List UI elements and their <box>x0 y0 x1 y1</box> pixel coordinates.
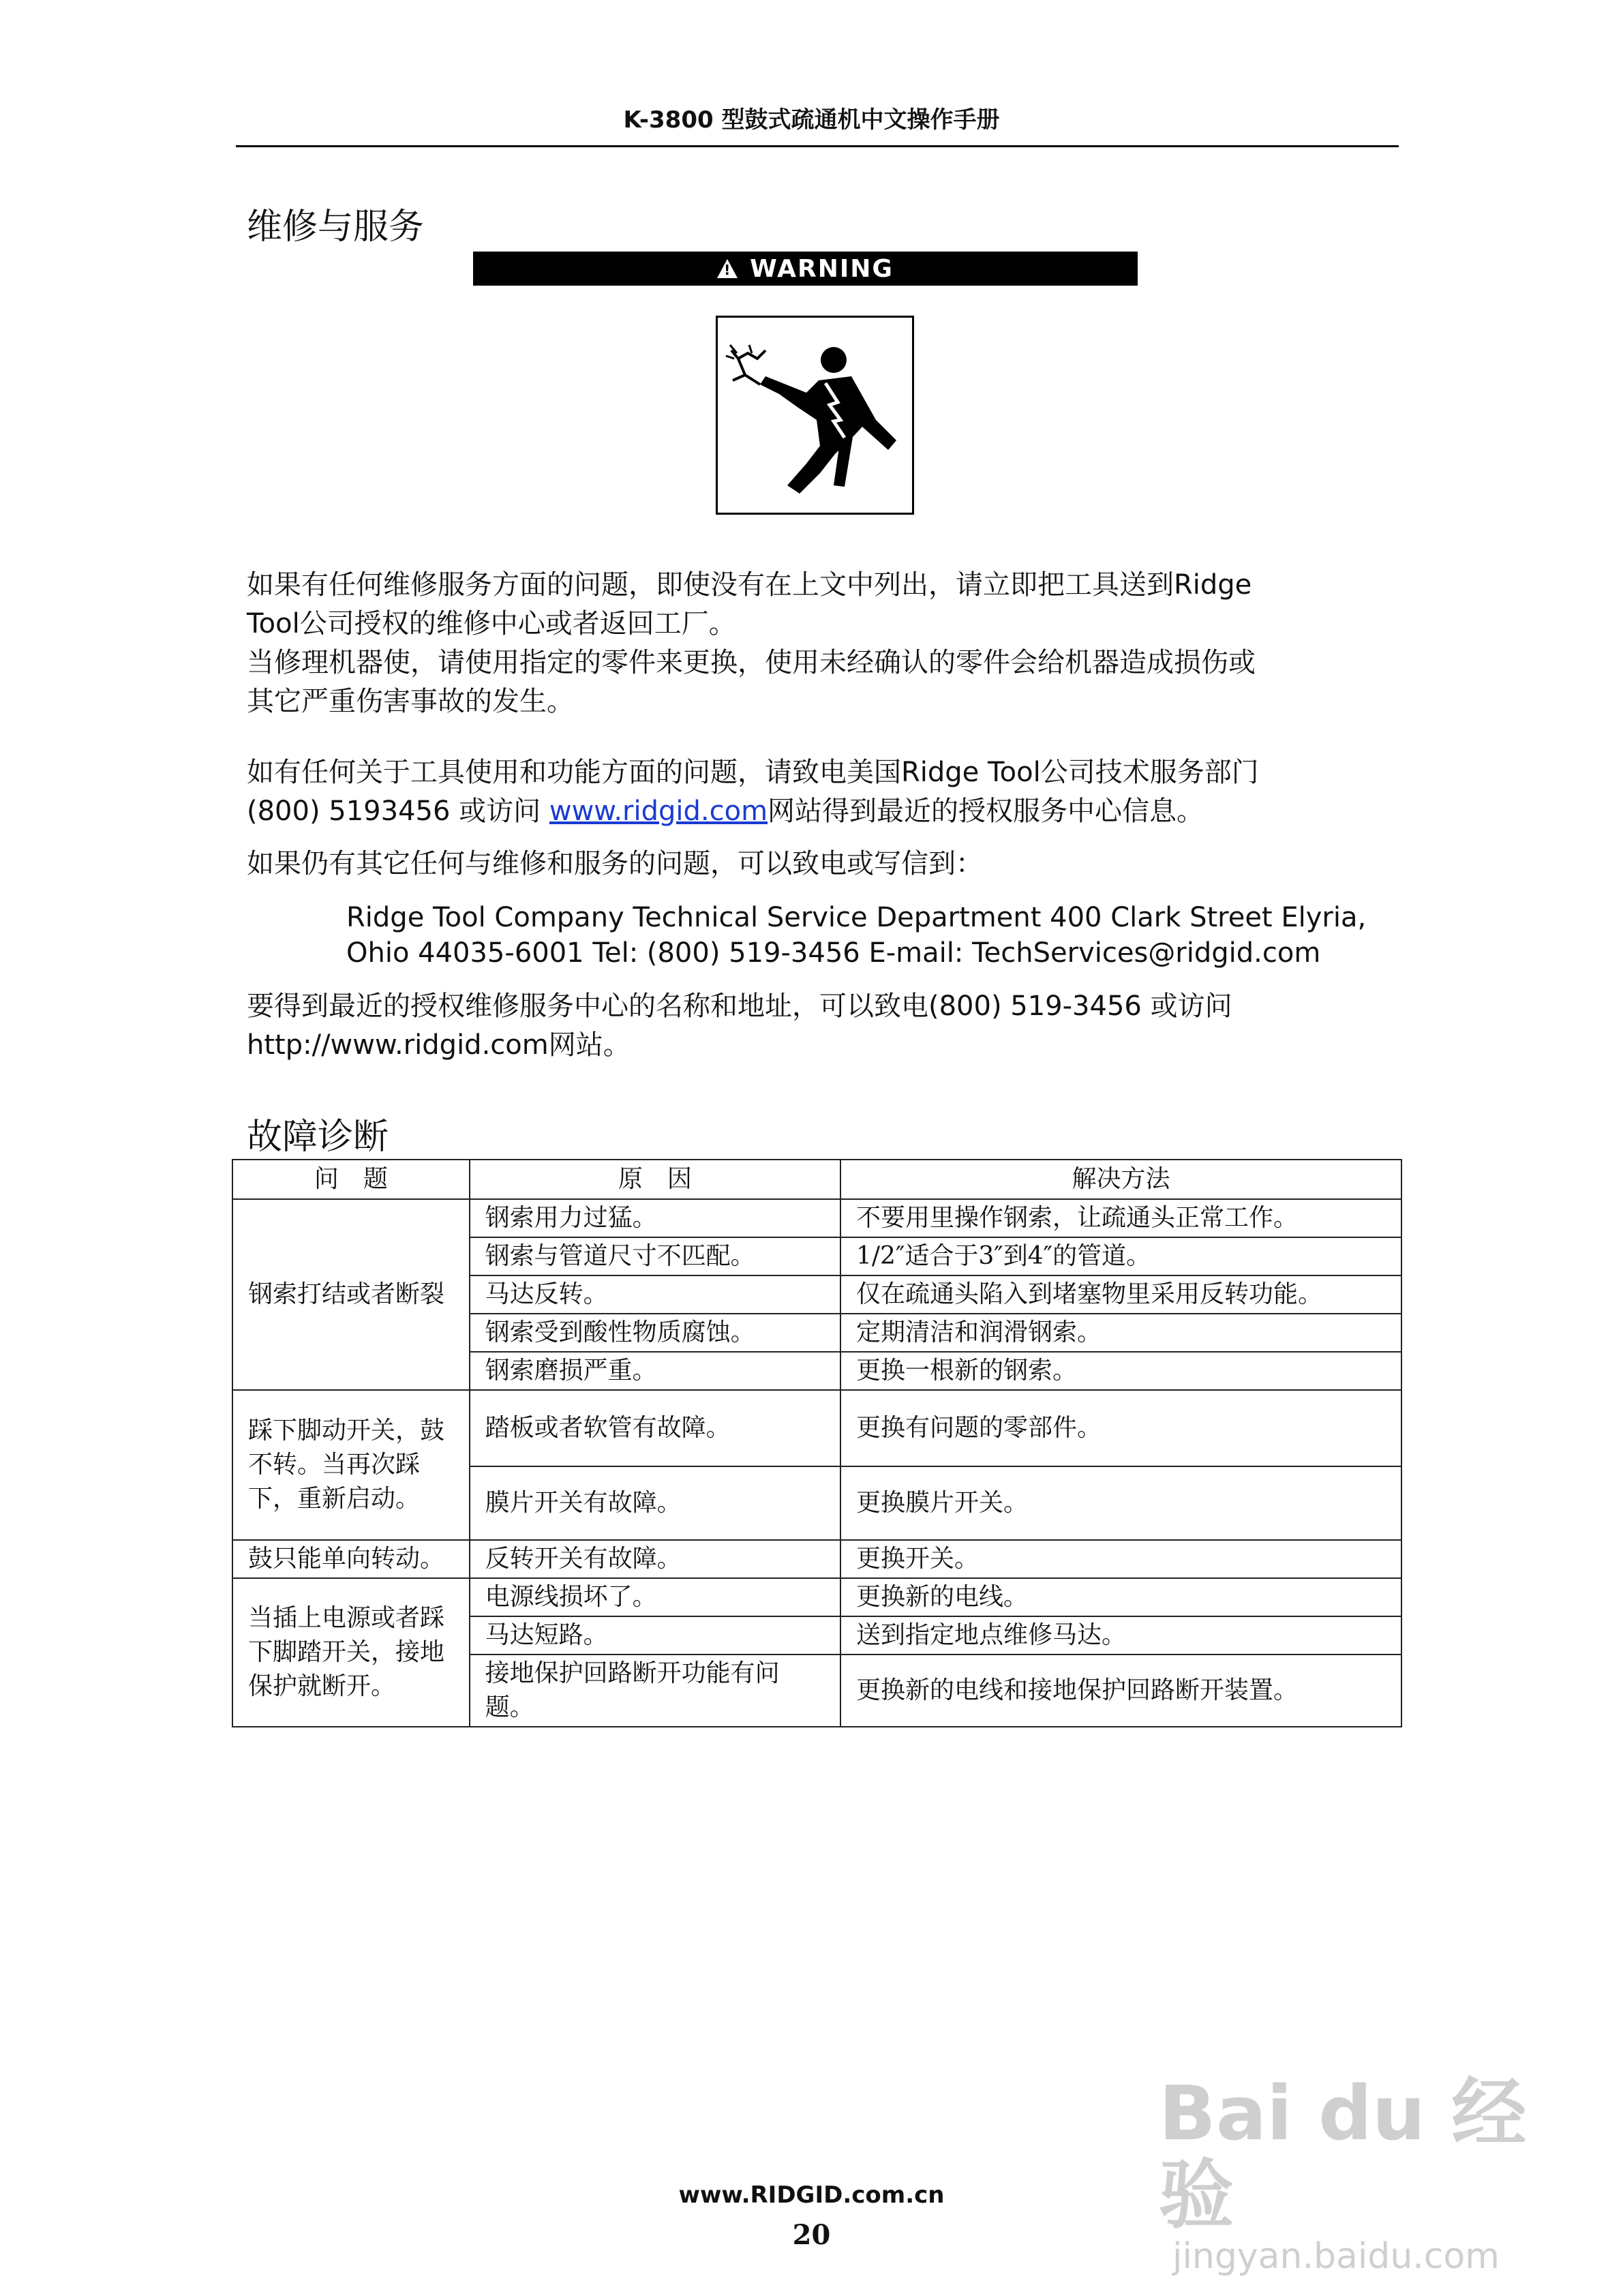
cause-cell: 马达短路。 <box>470 1616 840 1655</box>
table-row <box>232 1390 1401 1466</box>
solution-cell: 更换一根新的钢索。 <box>840 1352 1401 1390</box>
problem-cell: 当插上电源或者踩下脚踏开关，接地保护就断开。 <box>232 1578 470 1727</box>
watermark-url: jingyan.baidu.com <box>1172 2236 1500 2277</box>
solution-cell: 更换新的电线和接地保护回路断开装置。 <box>840 1655 1401 1727</box>
paragraph-line: http://www.ridgid.com网站。 <box>247 1029 631 1061</box>
column-header-cause: 原 因 <box>470 1160 840 1199</box>
warning-label: WARNING <box>750 254 894 283</box>
solution-cell: 仅在疏通头陷入到堵塞物里采用反转功能。 <box>840 1275 1401 1314</box>
table-row <box>232 1540 1401 1578</box>
address-block <box>346 900 1366 971</box>
cause-cell: 钢索受到酸性物质腐蚀。 <box>470 1314 840 1352</box>
cause-cell: 膜片开关有故障。 <box>470 1466 840 1540</box>
cause-cell: 钢索磨损严重。 <box>470 1352 840 1390</box>
ridgid-website-link[interactable]: www.ridgid.com <box>549 796 768 827</box>
solution-cell: 更换开关。 <box>840 1540 1401 1578</box>
paragraph-line: 如果有任何维修服务方面的问题，即使没有在上文中列出，请立即把工具送到Ridge <box>247 569 1252 601</box>
column-header-solution: 解决方法 <box>840 1160 1401 1199</box>
cause-cell: 反转开关有故障。 <box>470 1540 840 1578</box>
warning-triangle-icon <box>717 259 738 278</box>
paragraph-service-2 <box>247 753 1259 883</box>
warning-banner <box>473 252 1138 286</box>
problem-cell: 鼓只能单向转动。 <box>232 1540 470 1578</box>
page-number: 20 <box>792 2219 831 2251</box>
cause-cell: 接地保护回路断开功能有问题。 <box>470 1655 840 1727</box>
solution-cell: 更换有问题的零部件。 <box>840 1390 1401 1466</box>
paragraph-line <box>247 792 1259 831</box>
cause-cell: 钢索与管道尺寸不匹配。 <box>470 1237 840 1275</box>
paragraph-text: 网站得到最近的授权服务中心信息。 <box>768 796 1204 827</box>
troubleshooting-table <box>232 1159 1402 1727</box>
cause-cell: 踏板或者软管有故障。 <box>470 1390 840 1466</box>
solution-cell: 1/2″适合于3″到4″的管道。 <box>840 1237 1401 1275</box>
paragraph-line: Tool公司授权的维修中心或者返回工厂。 <box>247 608 736 639</box>
table-row <box>232 1578 1401 1616</box>
address-line: Ridge Tool Company Technical Service Department 400 Clark Street Elyria, <box>346 902 1367 933</box>
footer-url: www.RIDGID.com.cn <box>678 2181 945 2209</box>
cause-cell: 马达反转。 <box>470 1275 840 1314</box>
paragraph-line: 如有任何关于工具使用和功能方面的问题，请致电美国Ridge Tool公司技术服务部门 <box>247 757 1259 788</box>
problem-cell: 钢索打结或者断裂 <box>232 1199 470 1390</box>
cause-cell: 电源线损坏了。 <box>470 1578 840 1616</box>
paragraph-service-1 <box>247 566 1256 721</box>
watermark-logo-text: Bai du 经验 <box>1159 2070 1527 2239</box>
paragraph-line: 如果仍有其它任何与维修和服务的问题，可以致电或写信到： <box>247 848 983 879</box>
paragraph-line: 要得到最近的授权维修服务中心的名称和地址，可以致电(800) 519-3456 或访问 <box>247 991 1232 1022</box>
solution-cell: 不要用里操作钢索，让疏通头正常工作。 <box>840 1199 1401 1237</box>
address-line: Ohio 44035-6001 Tel: (800) 519-3456 E-mail: TechServices@ridgid.com <box>346 937 1321 969</box>
solution-cell: 更换膜片开关。 <box>840 1466 1401 1540</box>
paragraph-service-3 <box>247 987 1232 1065</box>
table-row <box>232 1199 1401 1237</box>
section-title-maintenance: 维修与服务 <box>247 207 425 247</box>
phone-text: (800) 5193456 或访问 <box>247 796 549 827</box>
paragraph-line: 其它严重伤害事故的发生。 <box>247 686 574 717</box>
cause-cell: 钢索用力过猛。 <box>470 1199 840 1237</box>
section-title-troubleshooting: 故障诊断 <box>247 1117 389 1158</box>
header-rule <box>236 145 1399 147</box>
header-title: K-3800 型鼓式疏通机中文操作手册 <box>623 106 1000 134</box>
solution-cell: 定期清洁和润滑钢索。 <box>840 1314 1401 1352</box>
solution-cell: 更换新的电线。 <box>840 1578 1401 1616</box>
shock-figure-icon <box>718 318 912 513</box>
column-header-problem: 问 题 <box>232 1160 470 1199</box>
problem-cell: 踩下脚动开关，鼓不转。当再次踩下，重新启动。 <box>232 1390 470 1540</box>
solution-cell: 送到指定地点维修马达。 <box>840 1616 1401 1655</box>
paragraph-line: 当修理机器使，请使用指定的零件来更换，使用未经确认的零件会给机器造成损伤或 <box>247 647 1256 678</box>
table-header-row <box>232 1160 1401 1199</box>
electric-shock-hazard-icon <box>716 316 914 515</box>
